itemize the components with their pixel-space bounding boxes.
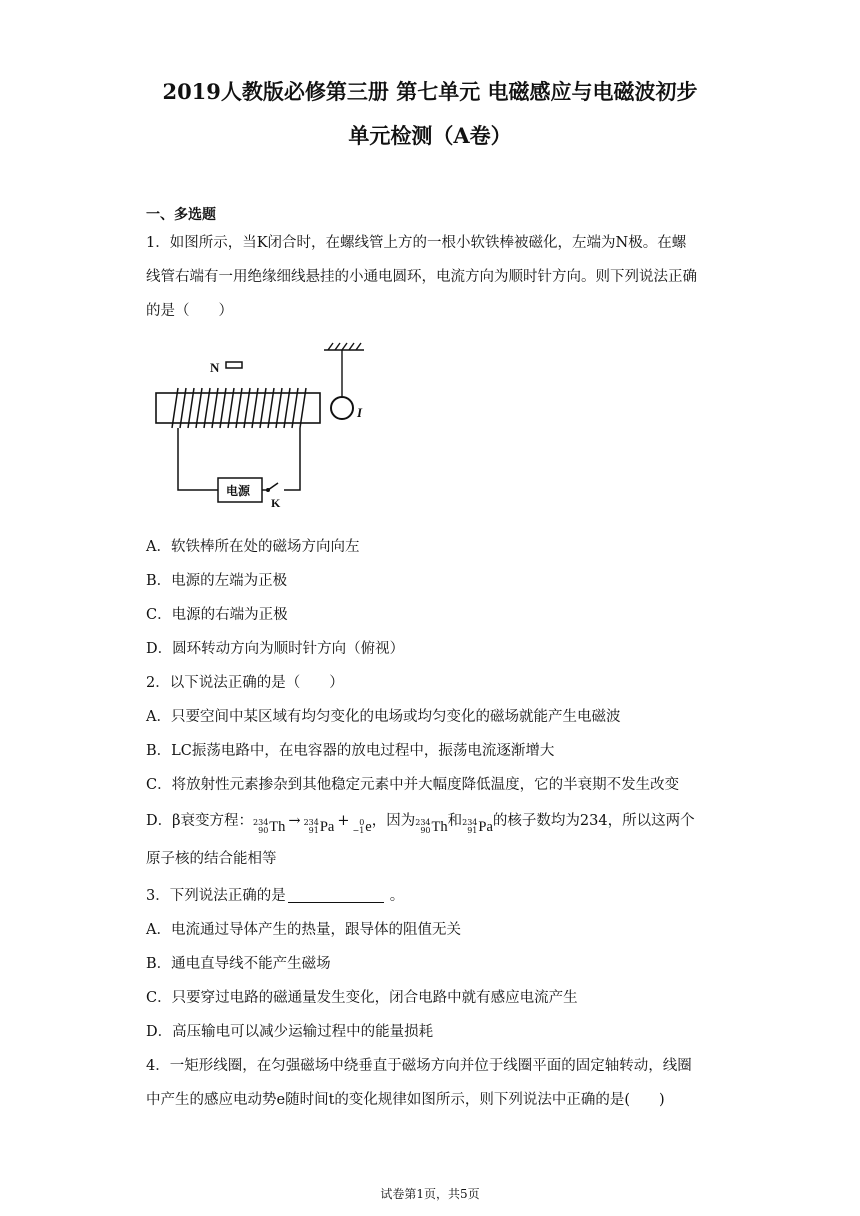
soft-iron-bar	[226, 362, 242, 368]
q1-line-3: 的是（ ）	[146, 303, 233, 319]
solenoid-coil-turns	[172, 388, 306, 428]
title-line-1: 2019人教版必修第三册 第七单元 电磁感应与电磁波初步	[162, 79, 698, 104]
solenoid-circuit-figure	[150, 340, 390, 515]
thorium-nuclide-ref: 234 90 Th	[415, 818, 448, 835]
answer-blank[interactable]	[288, 888, 384, 903]
title-line-2: 单元检测（A卷）	[348, 123, 512, 148]
q2-option-d-line-2: 原子核的结合能相等	[146, 851, 277, 867]
page-footer: 试卷第1页，共5页	[380, 1187, 480, 1201]
electron-nuclide: 0 −1 e	[352, 818, 372, 835]
q2-option-b: B．LC振荡电路中，在电容器的放电过程中，振荡电流逐渐增大	[146, 743, 555, 759]
q1-line-1: 1．如图所示，当K闭合时，在螺线管上方的一根小软铁棒被磁化，左端为N极。在螺	[146, 235, 687, 251]
switch-label: K	[271, 496, 281, 510]
q2-stem: 2．以下说法正确的是（ ）	[146, 675, 344, 691]
q2-option-d-prefix: D．β衰变方程：	[146, 813, 254, 829]
protactinium-nuclide: 234 91 Pa	[303, 818, 335, 835]
q1-option-d: D．圆环转动方向为顺时针方向（俯视）	[146, 641, 405, 657]
q4-line-2: 中产生的感应电动势e随时间t的变化规律如图所示，则下列说法中正确的是( )	[146, 1092, 665, 1108]
reaction-arrow: →	[288, 813, 301, 829]
ceiling-support	[324, 343, 364, 350]
q3-option-b: B．通电直导线不能产生磁场	[146, 956, 331, 972]
power-source-label: 电源	[226, 484, 251, 498]
q2-option-a: A．只要空间中某区域有均匀变化的电场或均匀变化的磁场就能产生电磁波	[146, 709, 621, 725]
protactinium-nuclide-ref: 234 91 Pa	[462, 818, 493, 835]
q1-option-a: A．软铁棒所在处的磁场方向向左	[146, 539, 360, 555]
q3-option-a: A．电流通过导体产生的热量，跟导体的阻值无关	[146, 922, 461, 938]
n-pole-label: N	[210, 360, 220, 375]
current-ring	[331, 397, 353, 419]
q3-option-d: D．高压输电可以减少运输过程中的能量损耗	[146, 1024, 434, 1040]
section-title: 一、多选题	[146, 207, 216, 223]
q2-option-d: D．β衰变方程： 234 90 Th → 234 91 Pa + 0 −1 e ，因为 234 90 Th 和 234 91 Pa 的核子数均为234，所以这两个	[146, 813, 695, 835]
q1-line-2: 线管右端有一用绝缘细线悬挂的小通电圆环，电流方向为顺时针方向。则下列说法正确	[146, 269, 697, 285]
q2-option-c: C．将放射性元素掺杂到其他稳定元素中并大幅度降低温度，它的半衰期不发生改变	[146, 777, 680, 793]
q4-line-1: 4．一矩形线圈，在匀强磁场中绕垂直于磁场方向并位于线圈平面的固定轴转动，线圈	[146, 1058, 692, 1074]
thorium-nuclide: 234 90 Th	[253, 818, 286, 835]
q3-option-c: C．只要穿过电路的磁通量发生变化，闭合电路中就有感应电流产生	[146, 990, 578, 1006]
current-label: I	[357, 405, 363, 420]
q3-stem: 3．下列说法正确的是 。	[146, 888, 405, 904]
q1-option-c: C．电源的右端为正极	[146, 607, 288, 623]
q1-option-b: B．电源的左端为正极	[146, 573, 288, 589]
